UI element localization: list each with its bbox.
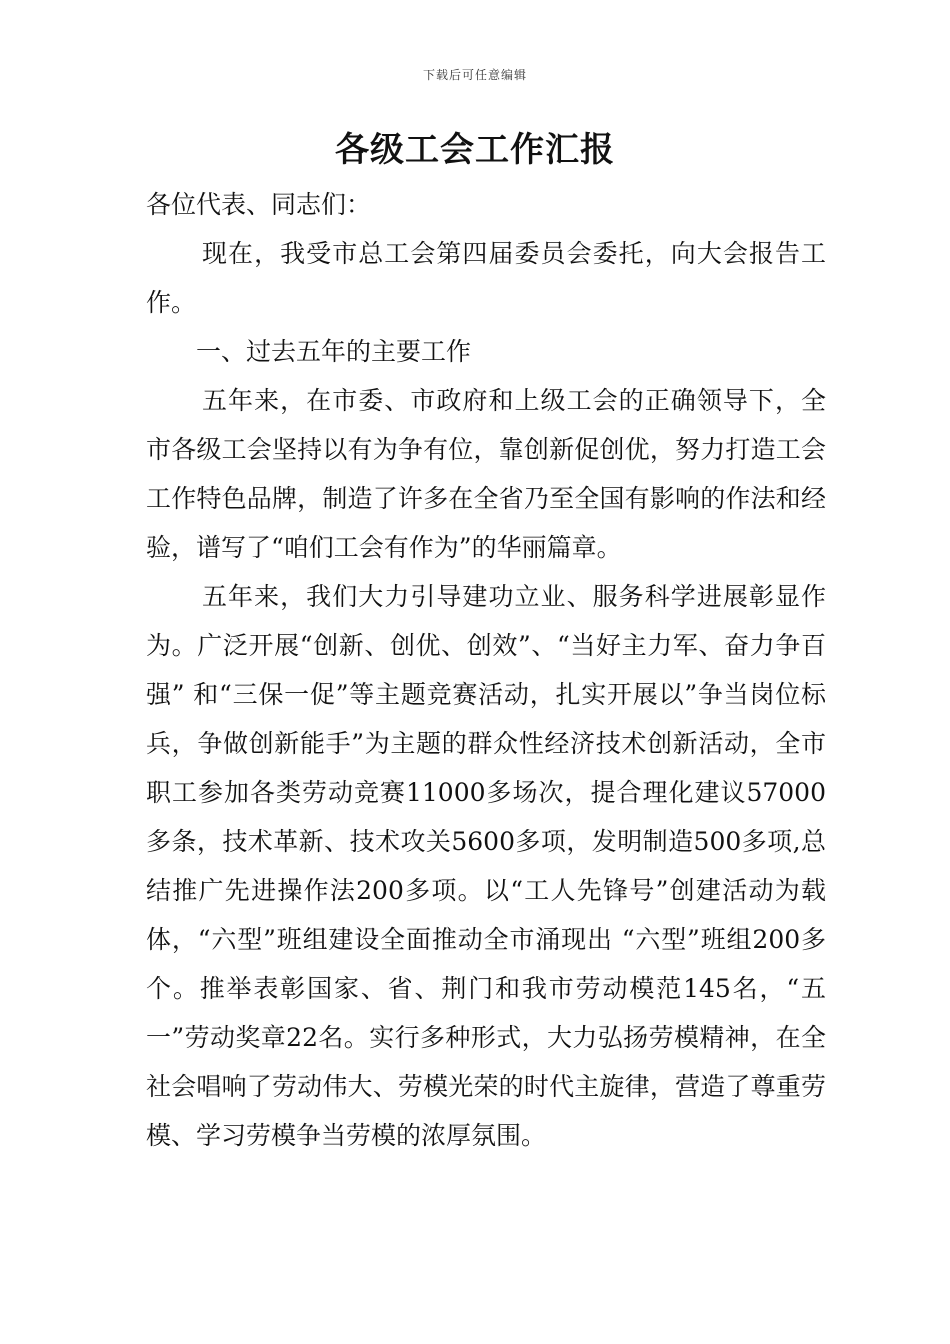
document-body [146,180,826,1160]
section-heading: 一、过去五年的主要工作 [196,337,472,366]
salutation: 各位代表、同志们： [146,190,372,219]
paragraph-intro: 现在，我受市总工会第四届委员会委托，向大会报告工作。 [146,239,826,317]
paragraph-overview: 五年来，在市委、市政府和上级工会的正确领导下，全市各级工会坚持以有为争有位，靠创新促创优，努力打造工会工作特色品牌，制造了许多在全省乃至全国有影响的作法和经验，谱写了“咱们工会有作为”的华丽篇章。 [146,386,826,562]
header-note: 下载后可任意编辑 [422,68,527,82]
paragraph-achievements: 五年来，我们大力引导建功立业、服务科学进展彰显作为。广泛开展“创新、创优、创效”、“当好主力军、奋力争百强” 和“三保一促”等主题竞赛活动，扎实开展以”争当岗位标兵，争做创新能手”为主题的群众性经济技术创新活动，全市职工参加各类劳动竞赛11000多场次，提合理化建议57000多条，技术革新、技术攻关5600多项，发明制造500多项,总结推广先进操作法200多项。以“工人先锋号”创建活动为载体，“六型”班组建设全面推动全市涌现出 “六型”班组200多个。推举表彰国家、省、荆门和我市劳动模范145名，“五一”劳动奖章22名。实行多种形式，大力弘扬劳模精神，在全社会唱响了劳动伟大、劳模光荣的时代主旋律，营造了尊重劳模、学习劳模争当劳模的浓厚氛围。 [146,582,826,1150]
document-title: 各级工会工作汇报 [335,130,615,170]
